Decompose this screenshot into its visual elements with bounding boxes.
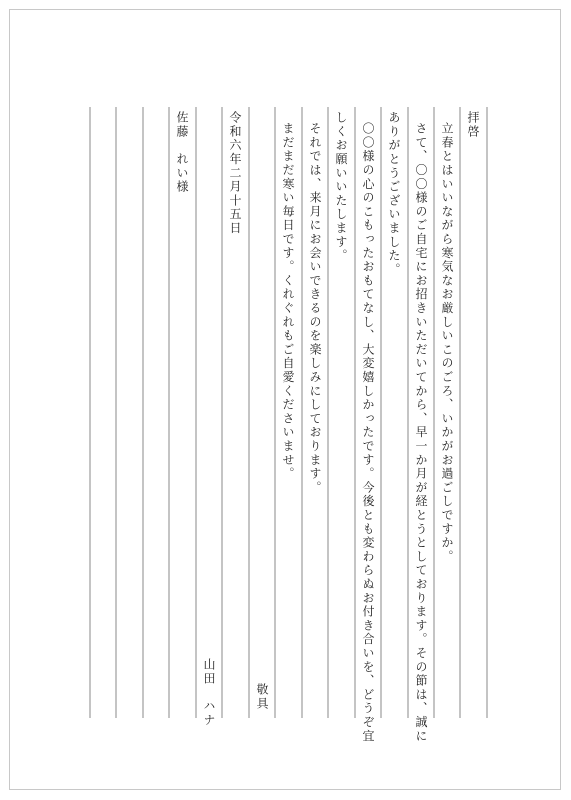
body-line-6: それでは、来月にお会いできるのを楽しみにしております。 (308, 122, 322, 495)
body-line-5: しくお願いいたします。 (334, 111, 348, 263)
letter-page (9, 9, 561, 790)
closing-keigu: 敬具 (255, 683, 269, 711)
opening-greeting: 拝啓 (466, 111, 480, 139)
body-line-2: さて、〇〇様のご自宅にお招きいただいてから、早一か月が経とうとしております。その節は、誠に (414, 122, 428, 743)
recipient-name: 佐藤 れい様 (175, 111, 189, 194)
body-line-1: 立春とはいいながら寒気なお厳しいこのごろ、いかがお過ごしですか。 (440, 122, 454, 564)
body-line-3: ありがとうございました。 (387, 111, 401, 277)
sender-name: 山田 ハナ (202, 658, 216, 727)
letter-date: 令和六年二月十五日 (228, 111, 242, 236)
body-line-4: 〇〇様の心のこもったおもてなし、大変嬉しかったです。今後とも変わらぬお付き合いを、どうぞ宜 (361, 122, 375, 743)
body-line-7: まだまだ寒い毎日です。くれぐれもご自愛くださいませ。 (281, 122, 295, 481)
